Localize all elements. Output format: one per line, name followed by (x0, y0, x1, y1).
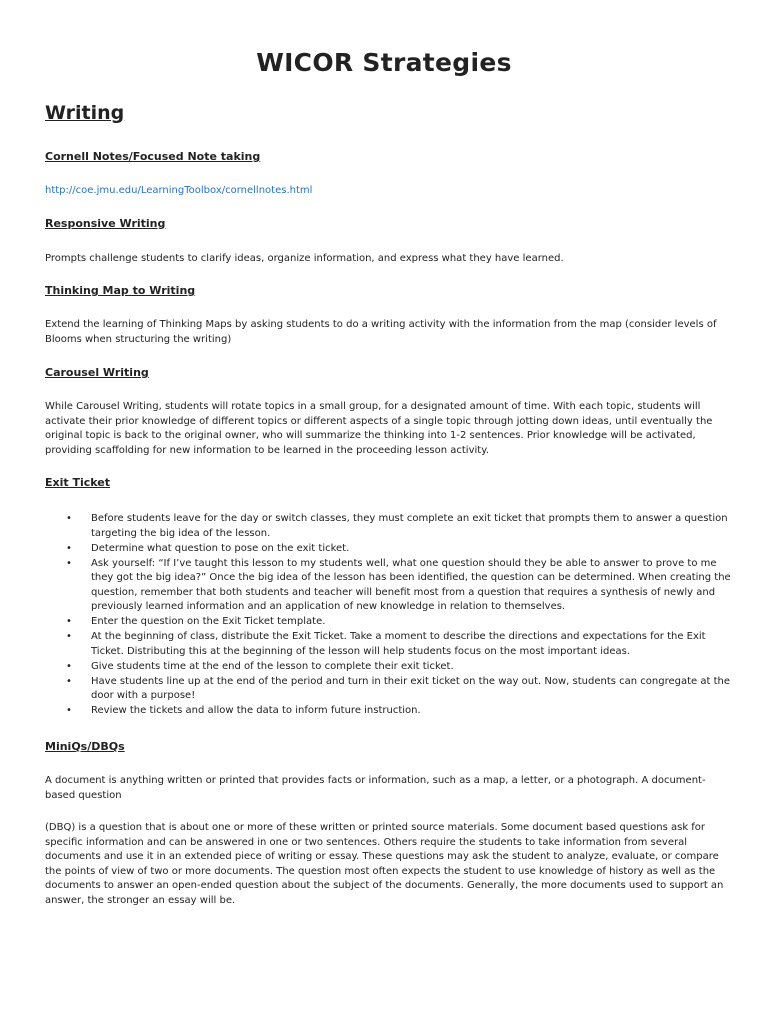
heading-carousel-writing: Carousel Writing (45, 366, 149, 379)
page-title: WICOR Strategies (256, 48, 512, 77)
cornell-notes-link[interactable]: http://coe.jmu.edu/LearningToolbox/cornellnotes.html (45, 185, 313, 196)
heading-cornell-notes: Cornell Notes/Focused Note taking (45, 150, 261, 163)
miniqs-text-2: (DBQ) is a question that is about one or more of these written or printed source materials. Some document based questions ask for specific information and can be answered in one or two sentences. Others require the students to take information from several documents and use it in an extended piece of writing or essay. These questions may ask the student to analyze, evaluate, or compare the points of view of two or more documents. The question most often expects the student to use knowledge of history as well as the documents to answer an open-ended question about the subject of the documents. Generally, the more documents used to support an answer, the stronger an essay will be. (45, 822, 724, 906)
miniqs-text-1: A document is anything written or printed that provides facts or information, such as a map, a letter, or a photograph. A document-based question (45, 775, 706, 801)
bullet-icon: • (66, 542, 72, 554)
list-item: • Determine what question to pose on the exit ticket. (45, 542, 735, 557)
list-item: • At the beginning of class, distribute the Exit Ticket. Take a moment to describe the directions and expectations for the Exit Ticket. Distributing this at the beginning of the lesson will help students focus on the most important ideas. (66, 631, 706, 657)
responsive-writing-text: Prompts challenge students to clarify ideas, organize information, and express what they have learned. (45, 253, 564, 264)
exit-ticket-list (45, 512, 735, 719)
bullet-icon: • (66, 675, 72, 687)
bullet-icon: • (66, 557, 72, 569)
list-item: • Before students leave for the day or switch classes, they must complete an exit ticket that prompts them to answer a question targeting the big idea of the lesson. (66, 513, 728, 539)
bullet-icon: • (66, 616, 72, 627)
list-item: • Give students time at the end of the lesson to complete their exit ticket. (45, 660, 735, 675)
carousel-writing-text: While Carousel Writing, students will rotate topics in a small group, for a designated amount of time. With each topic, students will activate their prior knowledge of different topics or different aspects of a single topic through jotting down ideas, until eventually the original topic is back to the original owner, who will summarize the thinking into 1-2 sentences. Prior knowledge will be activated, providing scaffolding for new information to be learned in the proceeding lesson activity. (45, 401, 713, 456)
bullet-icon: • (66, 660, 72, 672)
heading-exit-ticket: Exit Ticket (45, 476, 111, 489)
section-title-writing: Writing (45, 102, 125, 124)
heading-thinking-map: Thinking Map to Writing (45, 284, 196, 297)
list-item: • Review the tickets and allow the data to inform future instruction. (45, 704, 735, 719)
heading-responsive-writing: Responsive Writing (45, 217, 166, 230)
bullet-icon: • (66, 705, 72, 716)
list-item: • Enter the question on the Exit Ticket template. (45, 615, 735, 630)
list-item: • Have students line up at the end of the period and turn in their exit ticket on the way out. Now, students can congregate at the door with a purpose! (66, 675, 730, 701)
thinking-map-text: Extend the learning of Thinking Maps by asking students to do a writing activity with the information from the map (consider levels of Blooms when structuring the writing) (45, 319, 717, 345)
heading-miniqs-dbqs: MiniQs/DBQs (45, 740, 125, 753)
list-item: • Ask yourself: “If I’ve taught this lesson to my students well, what one question should they be able to answer to prove to me they got the big idea?” Once the big idea of the lesson has been identified, the question can be determined. When creating the question, remember that both students and teacher will benefit most from a question that requires a synthesis of newly and previously learned information and an application of new knowledge in relation to themselves. (66, 557, 731, 612)
bullet-icon: • (66, 631, 72, 642)
bullet-icon: • (66, 513, 72, 524)
